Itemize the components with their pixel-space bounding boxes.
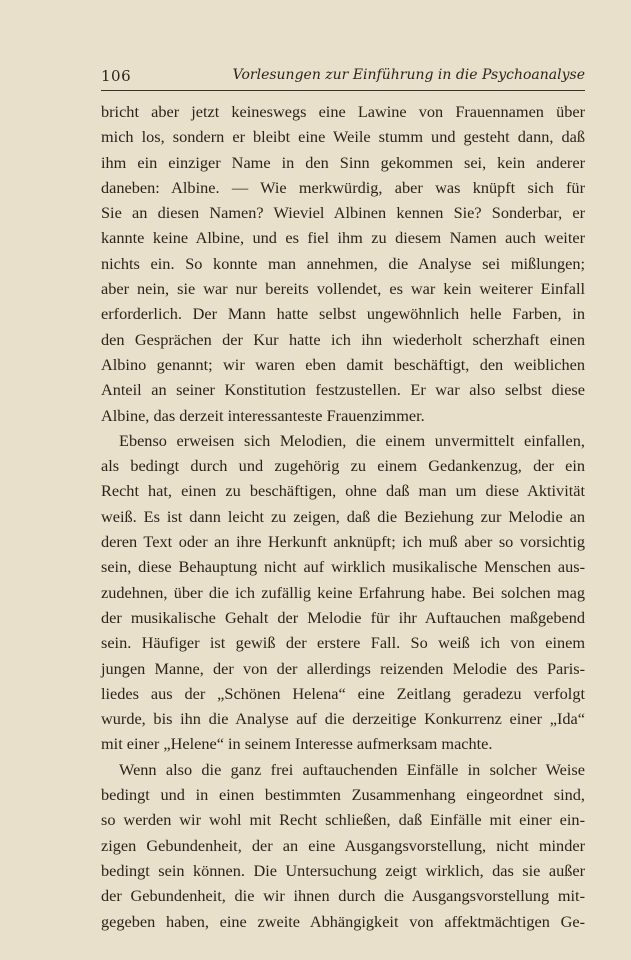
text-line: den Gesprächen der Kur hatte ich ihn wiederholt scherzhaft einen bbox=[101, 329, 585, 349]
text-line: zigen Gebundenheit, der an eine Ausgangsvorstellung, nicht minder bbox=[101, 835, 585, 855]
text-line: bricht aber jetzt keineswegs eine Lawine von Frauennamen über bbox=[101, 102, 585, 121]
text-line: so werden wir wohl mit Recht schließen, daß Einfälle mit einer ein- bbox=[101, 810, 585, 830]
text-line: als bedingt durch und zugehörig zu einem Gedankenzug, der ein bbox=[101, 456, 585, 476]
text-line: Ebenso erweisen sich Melodien, die einem unvermittelt einfallen, bbox=[119, 430, 585, 450]
text-line: kannte keine Albine, und es fiel ihm zu diesem Namen auch weiter bbox=[101, 228, 585, 248]
text-line: liedes aus der „Schönen Helena“ eine Zeitlang geradezu verfolgt bbox=[101, 683, 585, 703]
text-line: aber nein, sie war nur bereits vollendet, es war kein weiterer Einfall bbox=[101, 279, 585, 299]
text-line: Sie an diesen Namen? Wieviel Albinen kennen Sie? Sonderbar, er bbox=[101, 203, 585, 223]
page-number: 106 bbox=[101, 67, 132, 85]
text-line: gegeben haben, eine zweite Abhängigkeit von affektmächtigen Ge- bbox=[101, 911, 585, 931]
text-line: wurde, bis ihn die Analyse auf die derzeitige Konkurrenz einer „Ida“ bbox=[101, 709, 585, 729]
text-line: sein. Häufiger ist gewiß der erstere Fall. So weiß ich von einem bbox=[101, 633, 585, 653]
text-line: deren Text oder an ihre Herkunft anknüpft; ich muß aber so vorsichtig bbox=[101, 532, 585, 552]
text-line: zudehnen, über die ich zufällig keine Erfahrung habe. Bei solchen mag bbox=[101, 582, 585, 602]
text-line: Albine, das derzeit interessanteste Frauenzimmer. bbox=[101, 405, 425, 425]
text-line: bedingt sein können. Die Untersuchung zeigt wirklich, das sie außer bbox=[101, 860, 585, 880]
text-line: Recht hat, einen zu beschäftigen, ohne daß man um diese Aktivität bbox=[101, 481, 585, 501]
text-line: Wenn also die ganz frei auftauchenden Einfälle in solcher Weise bbox=[119, 759, 585, 779]
text-line: weiß. Es ist dann leicht zu zeigen, daß die Beziehung zur Melodie an bbox=[101, 506, 585, 526]
text-line: nichts ein. So konnte man annehmen, die Analyse sei mißlungen; bbox=[101, 253, 585, 273]
page-header bbox=[101, 67, 585, 89]
running-title: Vorlesungen zur Einführung in die Psychoanalyse bbox=[232, 67, 585, 83]
text-line: sein, diese Behauptung nicht auf wirklich musikalische Menschen aus- bbox=[101, 557, 585, 577]
header-rule bbox=[101, 90, 585, 91]
text-line: Albino genannt; wir waren eben damit beschäftigt, den weiblichen bbox=[101, 354, 585, 374]
text-line: der Gebundenheit, die wir ihnen durch die Ausgangsvorstellung mit- bbox=[101, 886, 585, 906]
text-line: ihm ein einziger Name in den Sinn gekommen sei, kein anderer bbox=[101, 152, 585, 172]
body-text bbox=[101, 99, 585, 934]
text-line: mit einer „Helene“ in seinem Interesse aufmerksam machte. bbox=[101, 734, 493, 754]
text-line: erforderlich. Der Mann hatte selbst ungewöhnlich helle Farben, in bbox=[101, 304, 585, 324]
text-line: mich los, sondern er bleibt eine Weile stumm und gesteht dann, daß bbox=[101, 127, 585, 147]
text-line: daneben: Albine. — Wie merkwürdig, aber was knüpft sich für bbox=[101, 177, 585, 197]
text-line: Anteil an seiner Konstitution festzustellen. Er war also selbst diese bbox=[101, 380, 585, 400]
text-line: bedingt und in einen bestimmten Zusammenhang eingeordnet sind, bbox=[101, 785, 585, 805]
text-line: jungen Manne, der von der allerdings reizenden Melodie des Paris- bbox=[101, 658, 585, 678]
text-line: der musikalische Gehalt der Melodie für ihr Auftauchen maßgebend bbox=[101, 607, 585, 627]
